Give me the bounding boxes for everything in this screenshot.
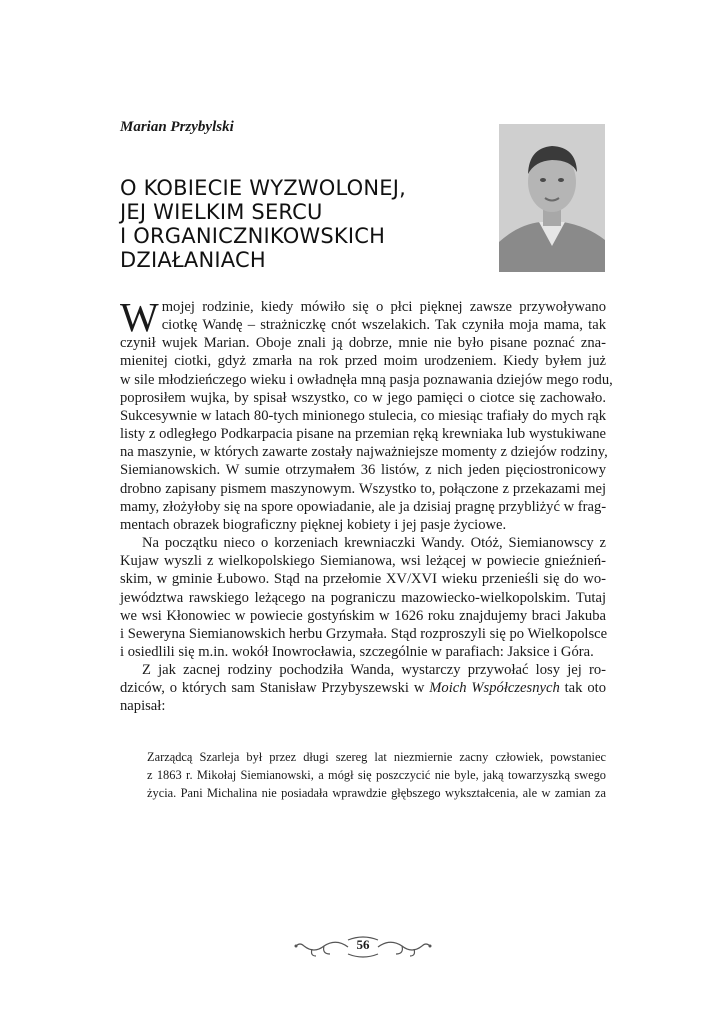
- title-line: JEJ WIELKIM SERCU: [120, 200, 323, 224]
- text-line: napisał:: [120, 698, 166, 715]
- paragraph-1: [120, 294, 613, 534]
- author-name: Marian Przybylski: [120, 119, 234, 135]
- quote-line: życia. Pani Michalina nie posiadała wprawdzie głębszego wykształcenia, ale w zamian za: [147, 785, 606, 800]
- quote-line: z 1863 r. Mikołaj Siemianowski, a mógł się poszczycić nie byle, jaką towarzyszką swego: [147, 767, 606, 782]
- title-line: O KOBIECIE WYZWOLONEJ,: [120, 176, 407, 200]
- text-line: czynił wujek Marian. Oboje znali ją dobrze, mnie nie było pisane poznać zna-: [120, 335, 606, 352]
- quote-line: Zarządcą Szarleja był przez długi szereg lat niezmiernie zacny człowiek, powstaniec: [147, 750, 606, 764]
- text-line: Z jak zacnej rodziny pochodziła Wanda, wystarczy przywołać losy jej ro-: [142, 662, 606, 679]
- text-line: Kujaw wyszli z wielkopolskiego Siemianowa, wsi leżącej w powiecie gnieźnień-: [120, 553, 606, 570]
- text-line: listy z odległego Podkarpacia pisane na przemian ręką krewniaka lub wystukiwane: [120, 426, 606, 443]
- text-line: poprosiłem wujka, by spisał wszystko, co w jego pamięci o ciotce się zachowało.: [120, 389, 606, 406]
- text-line: Sukcesywnie w latach 80-tych minionego stulecia, co miesiąc trafiały do mych rąk: [120, 407, 606, 424]
- text-line: Na początku nieco o korzeniach krewniaczki Wandy. Otóż, Siemianowscy z: [142, 535, 606, 552]
- text-line: skim, w gminie Łubowo. Stąd na przełomie XV/XVI wieku przenieśli się do wo-: [120, 571, 606, 588]
- portrait-icon: [499, 124, 605, 272]
- page-footer: [292, 934, 434, 960]
- text-line: drobno zapisany pismem maszynowym. Wszystko to, połączone z przekazami mej: [120, 480, 606, 497]
- text-line: i osiedlili się m.in. wokół Inowrocławia, szczególnie w parafiach: Jaksice i Góra.: [120, 643, 594, 660]
- text-line: we wsi Kłonowiec w powiecie gostyńskim w 1626 roku znajdujemy braci Jakuba: [120, 607, 606, 624]
- title-line: I ORGANICZNIKOWSKICH: [120, 224, 386, 248]
- paragraph-3: [120, 661, 606, 715]
- text-line: w sile młodzieńczego wieku i owładnęła mną pasja poznawania dziejów mego rodu,: [120, 371, 613, 388]
- text-line: mienitej ciotki, gdyż zmarła na rok przed moim urodzeniem. Kiedy byłem już: [120, 353, 606, 370]
- text-line: Siemianowskich. W sumie otrzymałem 36 listów, z nich jeden pięciostronicowy: [120, 462, 606, 479]
- text-segment: tak oto: [559, 680, 606, 697]
- block-quote: [147, 749, 606, 802]
- page-number: 56: [356, 937, 370, 952]
- text-line: jewództwa rawskiego leżącego na pograniczu mazowiecko-wielkopolskim. Tutaj: [120, 589, 606, 606]
- text-segment: dziców, o których sam Stanisław Przybyszewski w: [120, 680, 430, 697]
- text-line: ciotkę Wandę – strażniczkę cnót wszelakich. Tak czyniła moja mama, tak: [161, 317, 606, 334]
- text-line: mamy, złożyłoby się na spore opowiadanie, ale ja dzisiaj pragnę przybliżyć w frag-: [120, 498, 607, 515]
- text-line: na maszynie, w których zawarte zostały najważniejsze momenty z dziejów rodziny,: [120, 444, 608, 461]
- drop-cap: W: [120, 294, 159, 340]
- text-line: mojej rodzinie, kiedy mówiło się o płci pięknej zawsze przywoływano: [161, 299, 606, 315]
- title-line: DZIAŁANIACH: [120, 248, 266, 272]
- text-line: [120, 679, 606, 697]
- article-title: [120, 176, 490, 272]
- text-line: i Seweryna Siemianowskich herbu Grzymała. Stąd rozproszyli się po Wielkopolsce: [120, 625, 608, 642]
- author-portrait-photo: [499, 124, 605, 272]
- book-title: Moich Współczesnych: [429, 680, 560, 697]
- article-body: [120, 294, 613, 716]
- paragraph-2: [120, 534, 606, 661]
- text-line: mentach obrazek biograficzny pięknej kobiety i jej pasje życiowe.: [120, 516, 507, 533]
